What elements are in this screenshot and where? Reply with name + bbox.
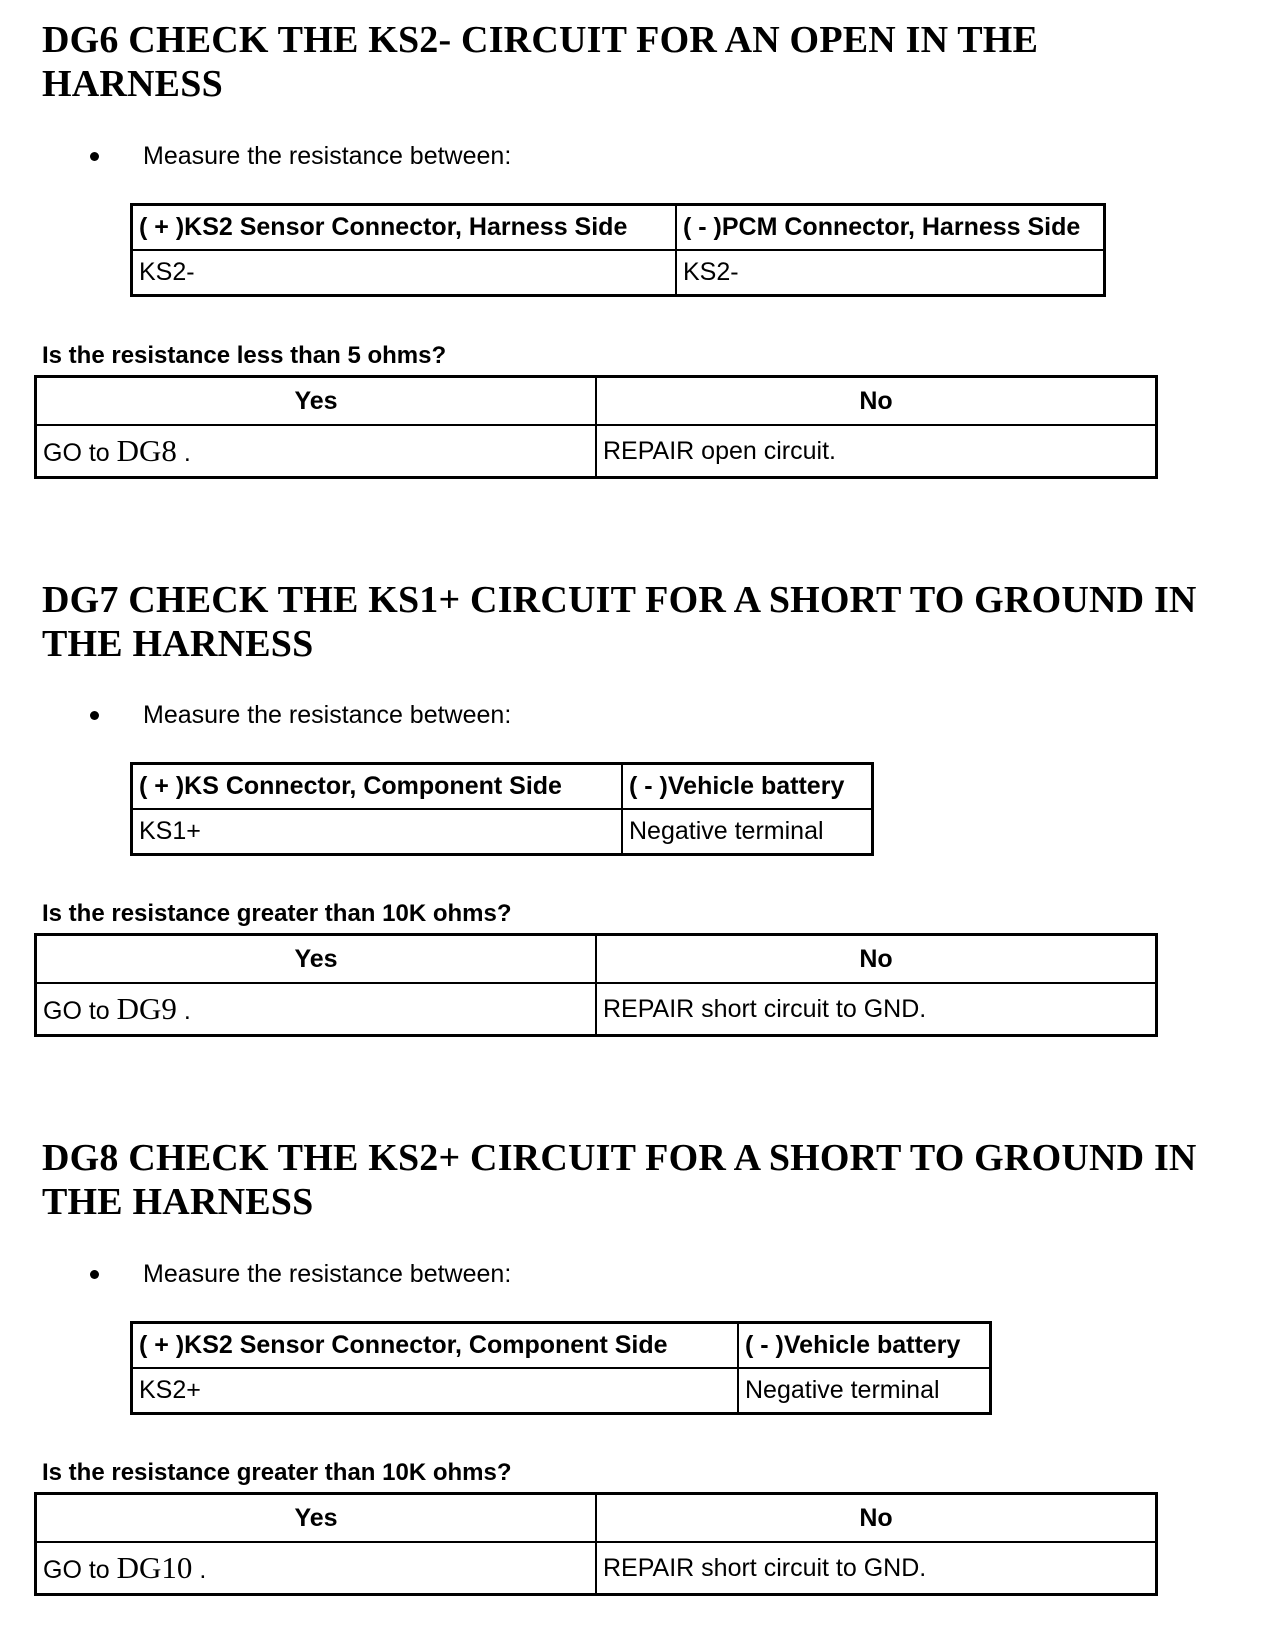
- positive-lead-header: ( + )KS Connector, Component Side: [132, 764, 623, 810]
- bullet-text: Measure the resistance between:: [143, 701, 512, 729]
- heading-line-2: THE HARNESS: [42, 623, 314, 665]
- heading-line-2: THE HARNESS: [42, 1181, 314, 1223]
- measurement-value-row: [132, 1368, 991, 1414]
- negative-lead-header: ( - )Vehicle battery: [738, 1323, 991, 1369]
- yes-no-action-row: [36, 983, 1157, 1036]
- resistance-question: Is the resistance greater than 10K ohms?: [42, 1459, 512, 1486]
- negative-lead-header: ( - )PCM Connector, Harness Side: [676, 205, 1105, 251]
- bullet-text: Measure the resistance between:: [143, 1260, 512, 1288]
- yes-action: [36, 425, 597, 478]
- negative-lead-header: ( - )Vehicle battery: [622, 764, 873, 810]
- measurement-header-row: [132, 1323, 991, 1369]
- bullet-text: Measure the resistance between:: [143, 142, 512, 170]
- bullet-icon: [90, 711, 99, 720]
- positive-lead-header: ( + )KS2 Sensor Connector, Harness Side: [132, 205, 677, 251]
- no-action: REPAIR short circuit to GND.: [596, 1542, 1157, 1595]
- negative-lead-value: Negative terminal: [622, 809, 873, 855]
- goto-prefix: GO to: [43, 997, 110, 1025]
- yes-action: [36, 983, 597, 1036]
- measurement-table: [130, 203, 1106, 297]
- positive-lead-value: KS2+: [132, 1368, 739, 1414]
- goto-suffix: .: [183, 997, 191, 1025]
- heading-line-1: DG7 CHECK THE KS1+ CIRCUIT FOR A SHORT TO GROUND IN: [42, 579, 1197, 621]
- yes-no-header-row: [36, 1494, 1157, 1543]
- positive-lead-value: KS2-: [132, 250, 677, 296]
- no-header: No: [596, 377, 1157, 426]
- section-heading: [42, 18, 1242, 106]
- measurement-header-row: [132, 205, 1105, 251]
- goto-link-dg8[interactable]: DG8: [116, 433, 177, 468]
- resistance-question: Is the resistance less than 5 ohms?: [42, 342, 447, 369]
- bullet-icon: [90, 1270, 99, 1279]
- yes-no-header-row: [36, 935, 1157, 984]
- yes-no-table: [34, 375, 1158, 479]
- heading-line-1: DG8 CHECK THE KS2+ CIRCUIT FOR A SHORT TO GROUND IN: [42, 1137, 1197, 1179]
- measurement-value-row: [132, 250, 1105, 296]
- yes-no-action-row: [36, 425, 1157, 478]
- yes-action: [36, 1542, 597, 1595]
- section-heading: [42, 1136, 1242, 1224]
- yes-header: Yes: [36, 935, 597, 984]
- heading-line-1: DG6 CHECK THE KS2- CIRCUIT FOR AN OPEN IN THE: [42, 19, 1039, 61]
- yes-no-table: [34, 1492, 1158, 1596]
- goto-prefix: GO to: [43, 1556, 110, 1584]
- yes-no-header-row: [36, 377, 1157, 426]
- goto-link-dg9[interactable]: DG9: [116, 991, 177, 1026]
- measurement-header-row: [132, 764, 873, 810]
- negative-lead-value: Negative terminal: [738, 1368, 991, 1414]
- goto-link-dg10[interactable]: DG10: [116, 1550, 193, 1585]
- goto-suffix: .: [183, 439, 191, 467]
- goto-suffix: .: [199, 1556, 207, 1584]
- measurement-value-row: [132, 809, 873, 855]
- positive-lead-header: ( + )KS2 Sensor Connector, Component Side: [132, 1323, 739, 1369]
- measurement-table: [130, 762, 874, 856]
- yes-no-table: [34, 933, 1158, 1037]
- section-heading: [42, 578, 1242, 666]
- no-action: REPAIR open circuit.: [596, 425, 1157, 478]
- heading-line-2: HARNESS: [42, 63, 223, 105]
- goto-prefix: GO to: [43, 439, 110, 467]
- yes-no-action-row: [36, 1542, 1157, 1595]
- no-action: REPAIR short circuit to GND.: [596, 983, 1157, 1036]
- resistance-question: Is the resistance greater than 10K ohms?: [42, 900, 512, 927]
- yes-header: Yes: [36, 377, 597, 426]
- no-header: No: [596, 935, 1157, 984]
- bullet-icon: [90, 152, 99, 161]
- no-header: No: [596, 1494, 1157, 1543]
- measurement-table: [130, 1321, 992, 1415]
- yes-header: Yes: [36, 1494, 597, 1543]
- positive-lead-value: KS1+: [132, 809, 623, 855]
- negative-lead-value: KS2-: [676, 250, 1105, 296]
